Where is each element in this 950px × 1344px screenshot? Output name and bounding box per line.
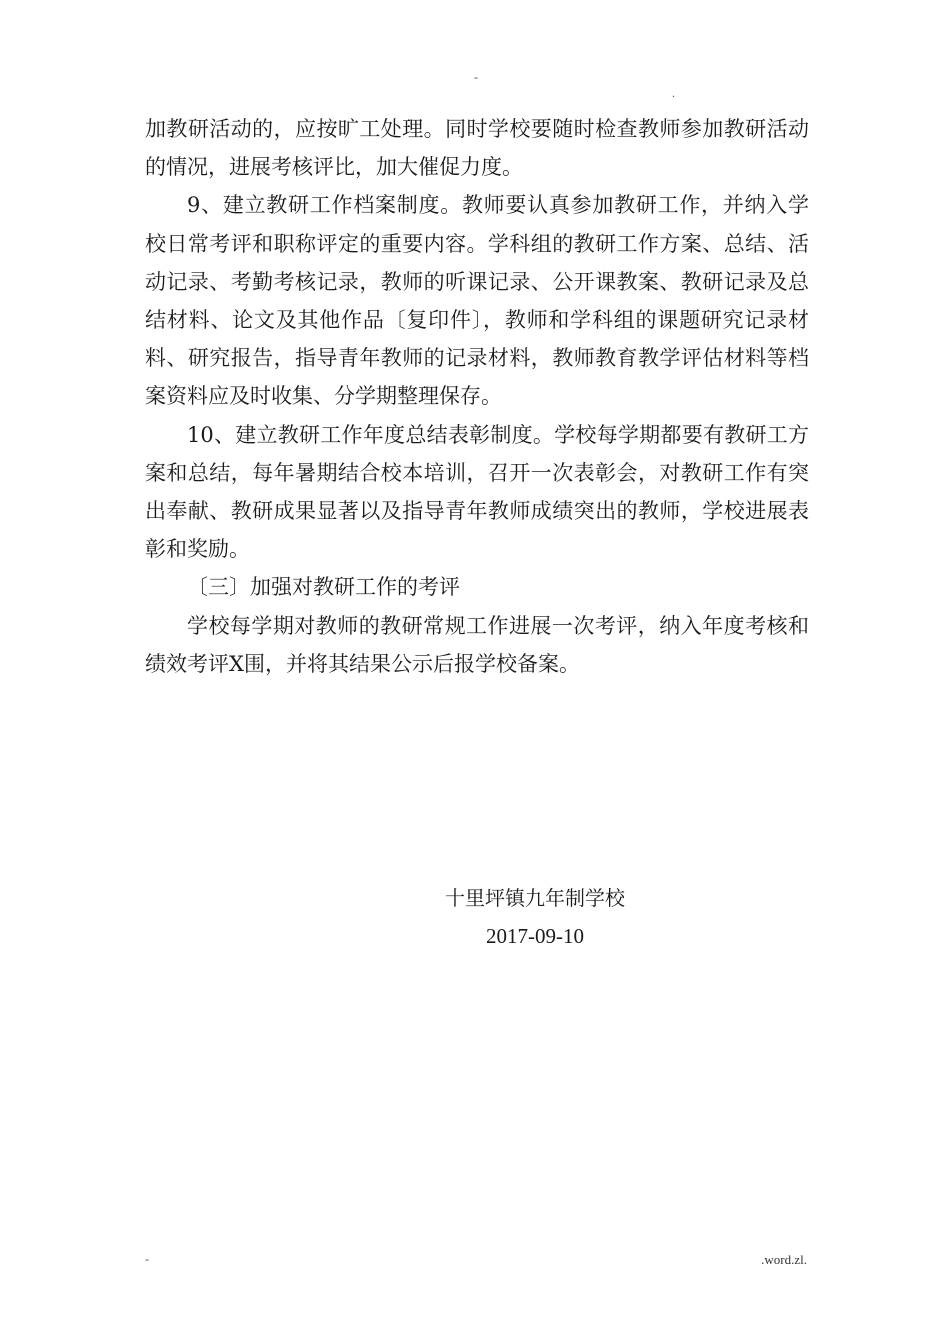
paragraph-evaluation: 学校每学期对教师的教研常规工作进展一次考评，纳入年度考核和绩效考评X围，并将其结果公示后报学校备案。 xyxy=(145,613,809,676)
header-mark-right: . xyxy=(672,86,675,100)
paragraph-continuation: 加教研活动的，应按旷工处理。同时学校要随时检查教师参加教研活动的情况，进展考核评比，加大催促力度。 xyxy=(145,117,809,180)
footer-mark-left: - xyxy=(145,1252,149,1266)
paragraph-item-10-annual-commendation: 10、建立教研工作年度总结表彰制度。学校每学期都要有教研工方案和总结，每年暑期结合校本培训，召开一次表彰会，对教研工作有突出奉献、教研成果显著以及指导青年教师成绩突出的教师，学校进展表彰和奖励。 xyxy=(145,422,809,562)
signature-date: 2017-09-10 xyxy=(486,924,584,948)
section-heading-evaluation: 〔三〕加强对教研工作的考评 xyxy=(187,575,460,600)
header-mark-left: - xyxy=(474,70,478,84)
document-body xyxy=(145,110,809,683)
paragraph-item-9-archive-system: 9、建立教研工作档案制度。教师要认真参加教研工作，并纳入学校日常考评和职称评定的重要内容。学科组的教研工作方案、总结、活动记录、考勤考核记录，教师的听课记录、公开课教案、教研记录及总结材料、论文及其他作品〔复印件〕，教师和学科组的课题研究记录材料、研究报告，指导青年教师的记录材料，教师教育教学评估材料等档案资料应及时收集、分学期整理保存。 xyxy=(145,193,809,409)
signature-school-name: 十里坪镇九年制学校 xyxy=(445,886,625,910)
footer-source-label: .word.zl. xyxy=(761,1252,807,1267)
